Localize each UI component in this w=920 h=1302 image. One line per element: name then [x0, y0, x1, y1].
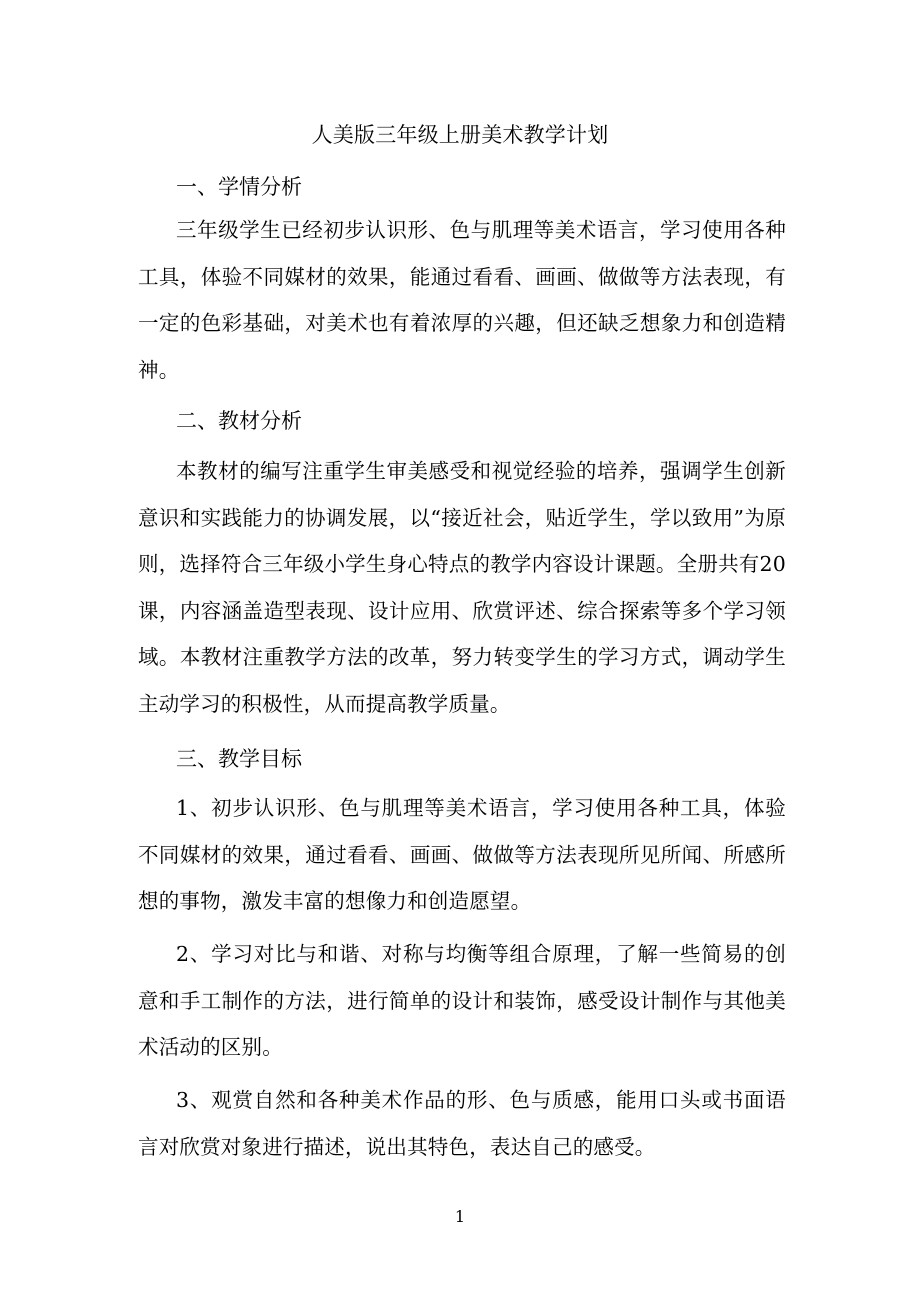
section-heading-textbook-analysis: 二、教材分析 — [176, 409, 302, 433]
paragraph-learning-analysis: 三年级学生已经初步认识形、色与肌理等美术语言，学习使用各种工具，体验不同媒材的效果，能通过看看、画画、做做等方法表现，有一定的色彩基础，对美术也有着浓厚的兴趣，但还缺乏想象力和创造精神。 — [138, 218, 786, 382]
paragraph-textbook-analysis: 本教材的编写注重学生审美感受和视觉经验的培养，强调学生创新意识和实践能力的协调发展，以“接近社会，贴近学生，学以致用”为原则，选择符合三年级小学生身心特点的教学内容设计课题。全册共有20课，内容涵盖造型表现、设计应用、欣赏评述、综合探索等多个学习领域。本教材注重教学方法的改革，努力转变学生的学习方式，调动学生主动学习的积极性，从而提高教学质量。 — [138, 459, 786, 716]
goal-item-3: 3、观赏自然和各种美术作品的形、色与质感，能用口头或书面语言对欣赏对象进行描述，说出其特色，表达自己的感受。 — [138, 1088, 786, 1159]
goal-item-1: 1、初步认识形、色与肌理等美术语言，学习使用各种工具，体验不同媒材的效果，通过看看、画画、做做等方法表现所见所闻、所感所想的事物，激发丰富的想像力和创造愿望。 — [138, 796, 786, 913]
goal-item-2: 2、学习对比与和谐、对称与均衡等组合原理，了解一些简易的创意和手工制作的方法，进行简单的设计和装饰，感受设计制作与其他美术活动的区别。 — [138, 942, 786, 1059]
page-number: 1 — [454, 1207, 466, 1226]
section-heading-teaching-goals: 三、教学目标 — [176, 747, 302, 771]
document-title: 人美版三年级上册美术教学计划 — [311, 123, 609, 147]
section-heading-learning-analysis: 一、学情分析 — [176, 175, 302, 199]
